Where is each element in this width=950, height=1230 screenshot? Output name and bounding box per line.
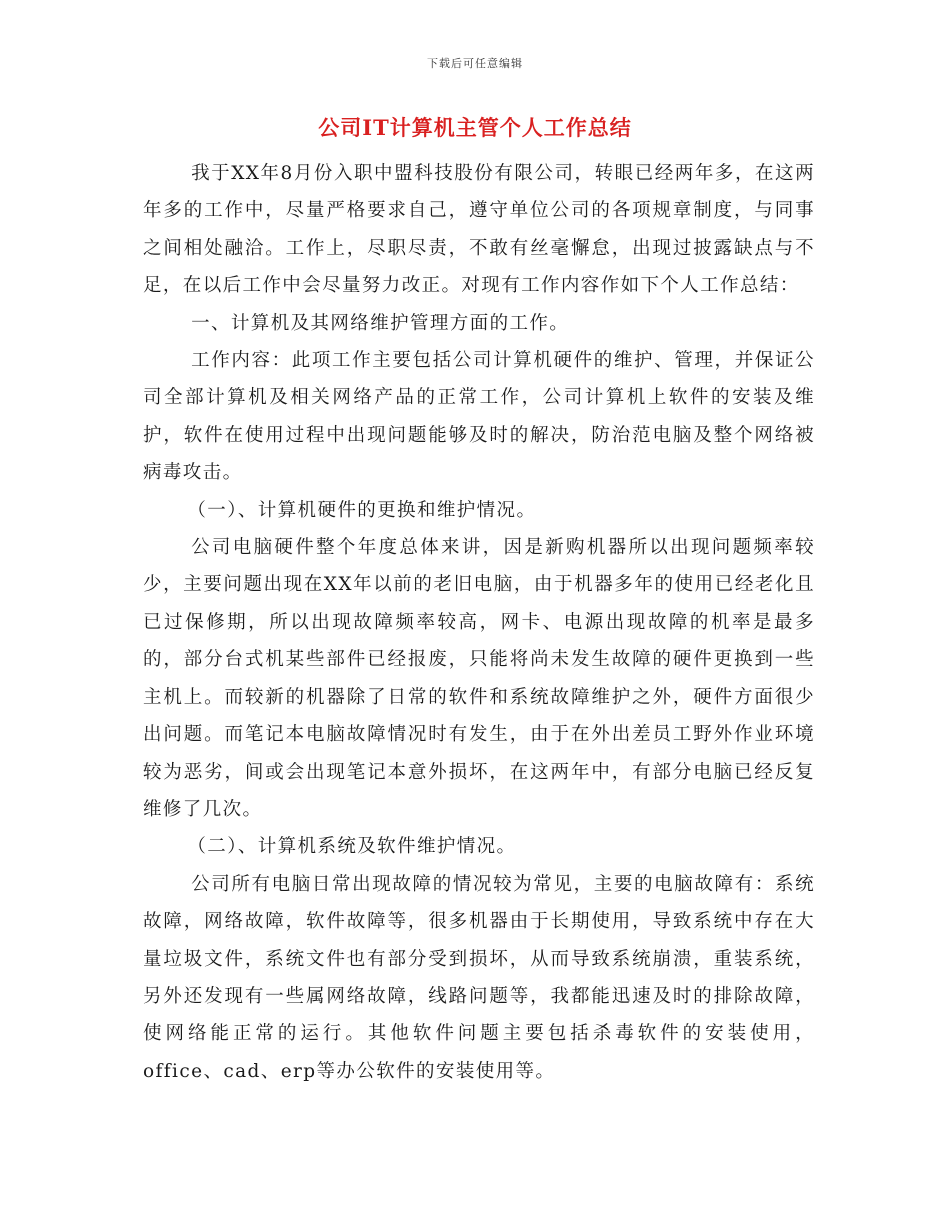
header-note: 下载后可任意编辑 <box>427 57 523 70</box>
subsection-heading-hardware: （一）、计算机硬件的更换和维护情况。 <box>187 499 537 521</box>
paragraph-intro: 我于XX年8月份入职中盟科技股份有限公司，转眼已经两年多，在这两年多的工作中，尽量严格要求自己，遵守单位公司的各项规章制度，与同事之间相处融洽。工作上，尽职尽责，不敢有丝毫懈怠，出现过披露缺点与不足，在以后工作中会尽量努力改正。对现有工作内容作如下个人工作总结： <box>143 163 815 297</box>
subsection-heading-software: （二）、计算机系统及软件维护情况。 <box>187 836 517 858</box>
paragraph-hardware: 公司电脑硬件整个年度总体来讲，因是新购机器所以出现问题频率较少，主要问题出现在XX年以前的老旧电脑，由于机器多年的使用已经老化且已过保修期，所以出现故障频率较高，网卡、电源出现故障的机率是最多的，部分台式机某些部件已经报废，只能将尚未发生故障的硬件更换到一些主机上。而较新的机器除了日常的软件和系统故障维护之外，硬件方面很少出问题。而笔记本电脑故障情况时有发生，由于在外出差员工野外作业环境较为恶劣，间或会出现笔记本意外损坏，在这两年中，有部分电脑已经反复维修了几次。 <box>143 537 815 820</box>
document-body <box>143 155 815 1090</box>
document-title: 公司IT计算机主管个人工作总结 <box>318 115 632 140</box>
section-heading-1: 一、计算机及其网络维护管理方面的工作。 <box>191 312 570 334</box>
paragraph-software: 公司所有电脑日常出现故障的情况较为常见，主要的电脑故障有：系统故障，网络故障，软件故障等，很多机器由于长期使用，导致系统中存在大量垃圾文件，系统文件也有部分受到损坏，从而导致系统崩溃，重装系统，另外还发现有一些属网络故障，线路问题等，我都能迅速及时的排除故障，使网络能正常的运行。其他软件问题主要包括杀毒软件的安装使用，office、cad、erp等办公软件的安装使用等。 <box>143 873 815 1082</box>
paragraph-work-content: 工作内容：此项工作主要包括公司计算机硬件的维护、管理，并保证公司全部计算机及相关网络产品的正常工作，公司计算机上软件的安装及维护，软件在使用过程中出现问题能够及时的解决，防治范电脑及整个网络被病毒攻击。 <box>143 350 815 484</box>
